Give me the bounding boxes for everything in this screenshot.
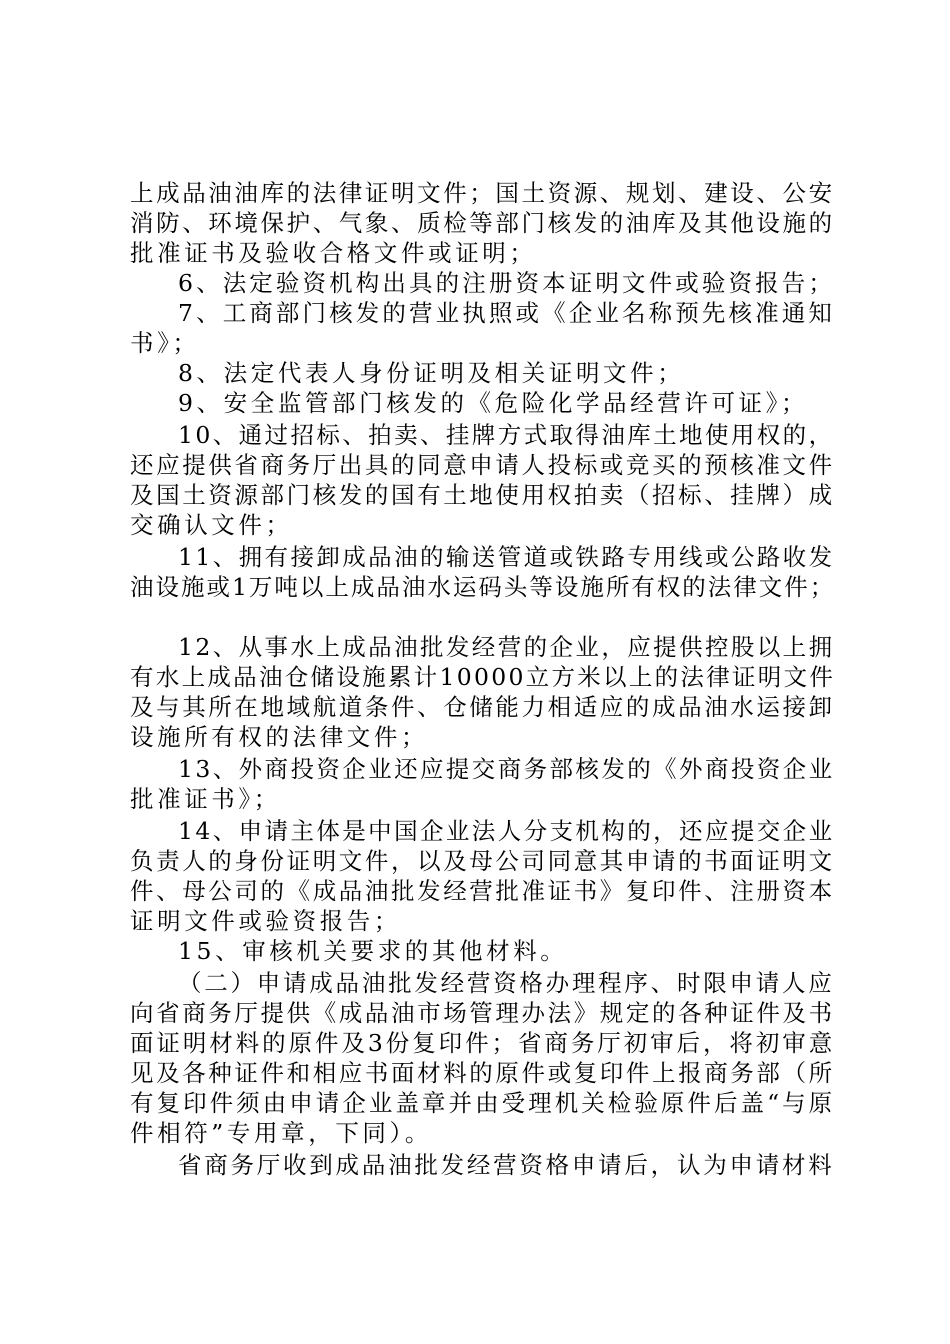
- text-line: 12、从事水上成品油批发经营的企业，应提供控股以上拥: [178, 633, 835, 661]
- text-line: 及国土资源部门核发的国有土地使用权拍卖（招标、挂牌）成: [130, 481, 835, 509]
- text-line: 还应提供省商务厅出具的同意申请人投标或竞买的预核准文件: [130, 451, 835, 479]
- text-line: 有水上成品油仓储设施累计10000立方米以上的法律证明文件: [130, 663, 836, 691]
- text-line: 消防、环境保护、气象、质检等部门核发的油库及其他设施的: [130, 209, 835, 237]
- text-line: 面证明材料的原件及3份复印件；省商务厅初审后，将初审意: [130, 1029, 836, 1057]
- text-line: 油设施或1万吨以上成品油水运码头等设施所有权的法律文件；: [130, 573, 836, 601]
- text-line: 上成品油油库的法律证明文件；国土资源、规划、建设、公安: [130, 179, 835, 207]
- text-line: 9、安全监管部门核发的《危险化学品经营许可证》；: [178, 389, 809, 417]
- text-line: 有复印件须由申请企业盖章并由受理机关检验原件后盖“与原: [130, 1089, 836, 1117]
- text-line: 件相符”专用章，下同）。: [130, 1119, 432, 1147]
- text-line: 设施所有权的法律文件；: [130, 723, 429, 751]
- text-line: 见及各种证件和相应书面材料的原件或复印件上报商务部（所: [130, 1059, 835, 1087]
- text-line: 省商务厅收到成品油批发经营资格申请后，认为申请材料: [178, 1151, 835, 1179]
- text-line: 向省商务厅提供《成品油市场管理办法》规定的各种证件及书: [130, 999, 835, 1027]
- text-line: 及与其所在地域航道条件、仓储能力相适应的成品油水运接卸: [130, 693, 835, 721]
- text-line: 11、拥有接卸成品油的输送管道或铁路专用线或公路收发: [178, 543, 835, 571]
- text-line: 6、法定验资机构出具的注册资本证明文件或验资报告；: [178, 269, 835, 297]
- text-line: （二）申请成品油批发经营资格办理程序、时限申请人应: [178, 969, 835, 997]
- text-line: 负责人的身份证明文件，以及母公司同意其申请的书面证明文: [130, 847, 835, 875]
- text-line: 7、工商部门核发的营业执照或《企业名称预先核准通知: [178, 299, 835, 327]
- text-line: 8、法定代表人身份证明及相关证明文件；: [178, 359, 685, 387]
- text-line: 批准证书》；: [130, 785, 281, 813]
- text-line: 15、审核机关要求的其他材料。: [178, 937, 568, 965]
- text-line: 书》；: [130, 329, 200, 357]
- text-line: 批准证书及验收合格文件或证明；: [130, 239, 537, 267]
- text-line: 13、外商投资企业还应提交商务部核发的《外商投资企业: [178, 755, 835, 783]
- text-line: 14、申请主体是中国企业法人分支机构的，还应提交企业: [178, 817, 835, 845]
- text-line: 交确认文件；: [130, 511, 293, 539]
- text-line: 件、母公司的《成品油批发经营批准证书》复印件、注册资本: [130, 877, 835, 905]
- text-line: 10、通过招标、拍卖、挂牌方式取得油库土地使用权的，: [178, 421, 835, 449]
- text-line: 证明文件或验资报告；: [130, 907, 401, 935]
